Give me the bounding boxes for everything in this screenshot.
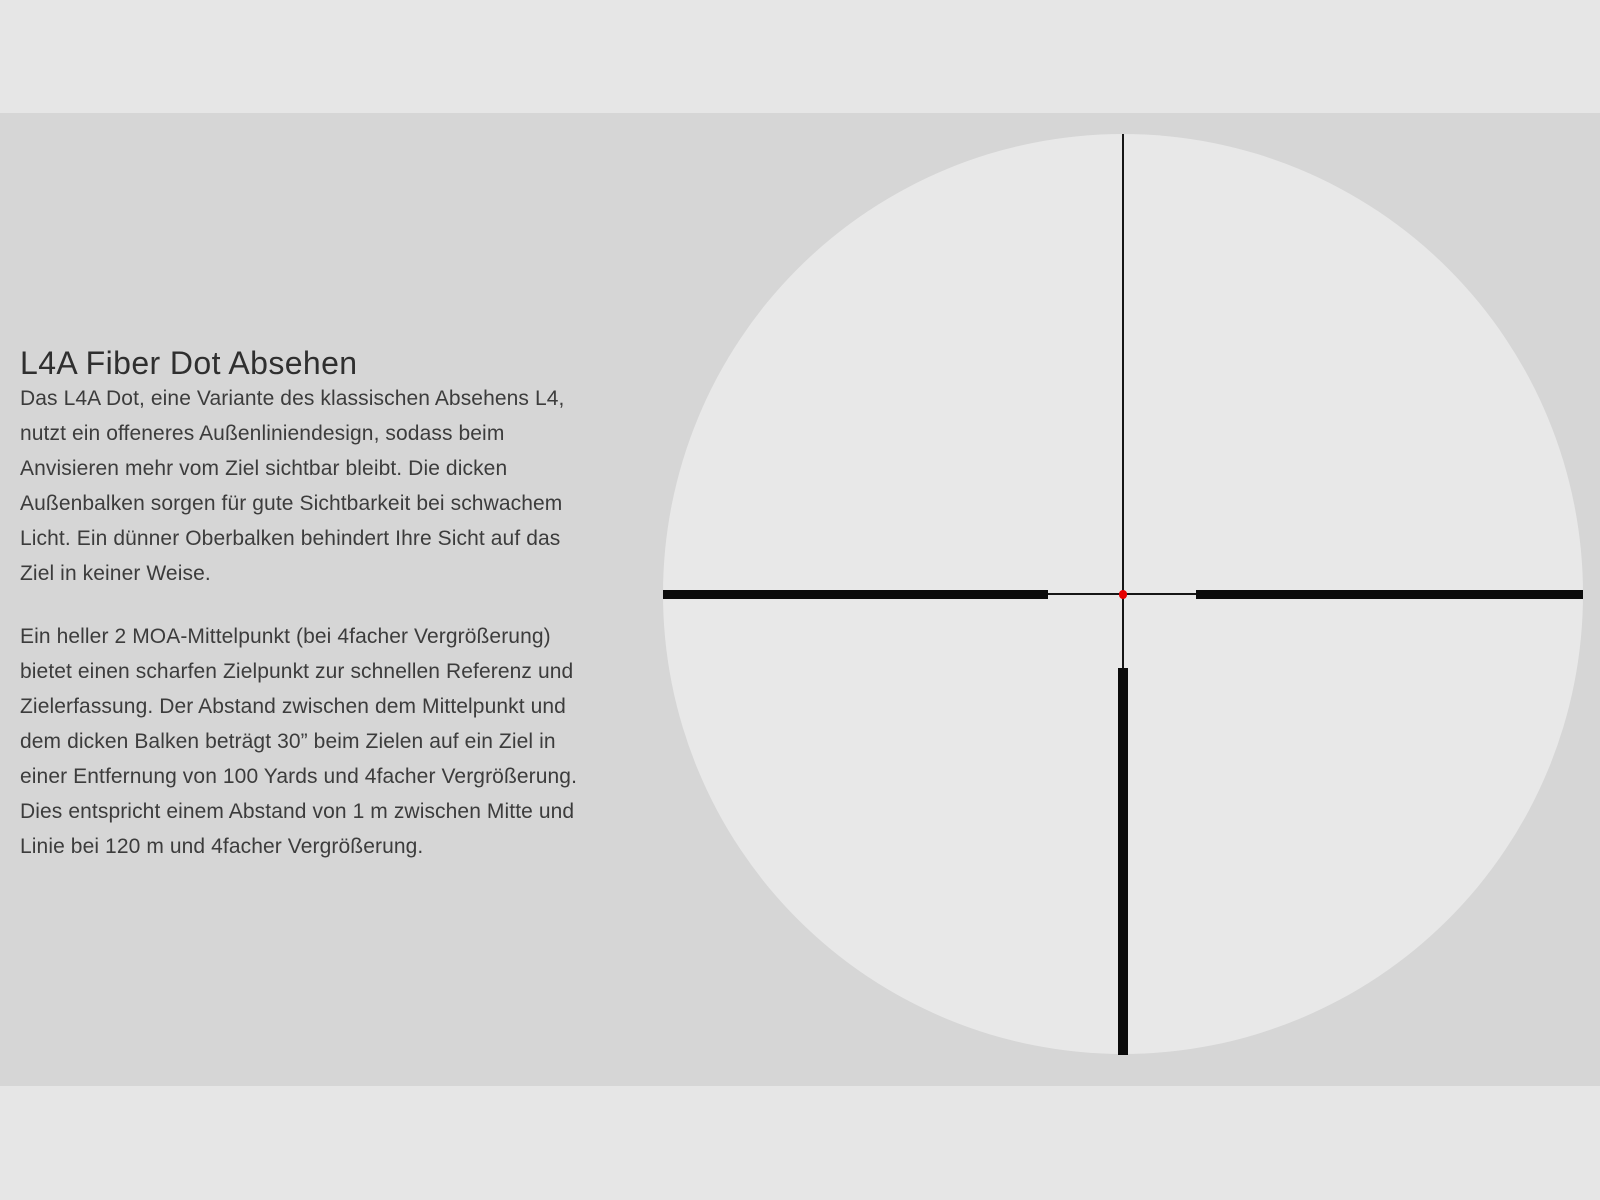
text-line: Linie bei 120 m und 4facher Vergrößerung. (20, 835, 424, 858)
text-line: Dies entspricht einem Abstand von 1 m zwischen Mitte und (20, 800, 575, 823)
text-line: einer Entfernung von 100 Yards und 4facher Vergrößerung. (20, 765, 578, 788)
description-paragraph-2 (20, 619, 577, 864)
reticle-bottom-thick-bar (1118, 668, 1128, 1055)
section-title: L4A Fiber Dot Absehen (20, 345, 358, 382)
text-line: Zielerfassung. Der Abstand zwischen dem Mittelpunkt und (20, 695, 566, 718)
text-line: bietet einen scharfen Zielpunkt zur schnellen Referenz und (20, 660, 574, 683)
text-line: Anvisieren mehr vom Ziel sichtbar bleibt. Die dicken (20, 457, 508, 480)
reticle-left-thick-bar (663, 590, 1048, 600)
reticle-center-red-dot (1119, 590, 1127, 598)
reticle-right-thick-bar (1196, 590, 1583, 600)
text-line: Das L4A Dot, eine Variante des klassischen Absehens L4, (20, 387, 565, 410)
text-line: Licht. Ein dünner Oberbalken behindert Ihre Sicht auf das (20, 527, 561, 550)
text-line: dem dicken Balken beträgt 30” beim Zielen auf ein Ziel in (20, 730, 556, 753)
reticle-thin-vertical-line (1122, 134, 1124, 668)
description-paragraph-1 (20, 381, 564, 591)
text-line: Ziel in keiner Weise. (20, 562, 211, 585)
text-line: Ein heller 2 MOA-Mittelpunkt (bei 4facher Vergrößerung) (20, 625, 551, 648)
text-line: nutzt ein offeneres Außenliniendesign, sodass beim (20, 422, 505, 445)
text-line: Außenbalken sorgen für gute Sichtbarkeit bei schwachem (20, 492, 563, 515)
